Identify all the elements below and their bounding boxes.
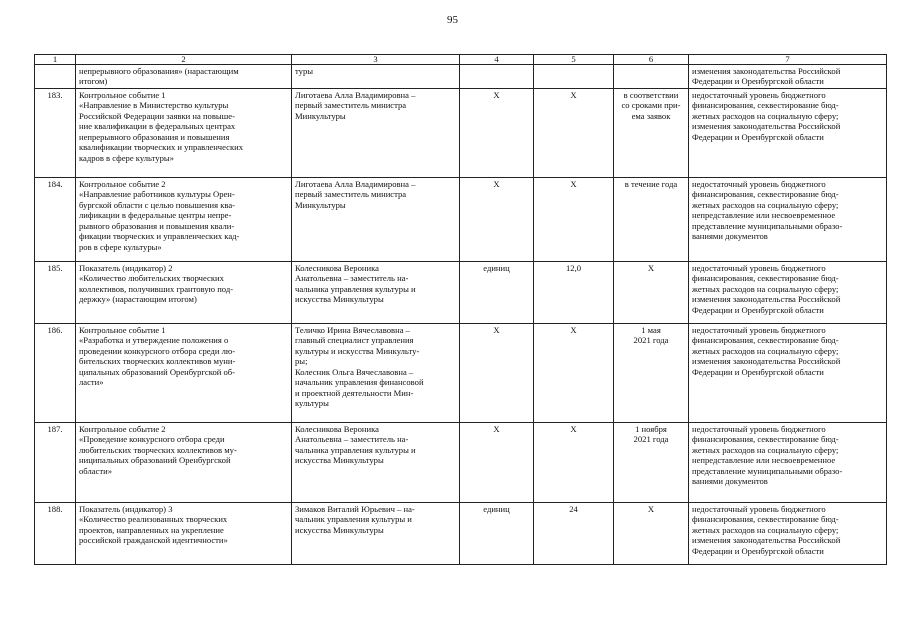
table-row — [35, 323, 887, 422]
row-unit: X — [460, 177, 534, 261]
col-header-7: 7 — [689, 55, 887, 65]
row-number: 186. — [35, 323, 76, 422]
row-description: Показатель (индикатор) 3 «Количество реализованных творческих проектов, направленных на укрепление российской гражданской идентичности» — [76, 502, 292, 564]
col-header-5: 5 — [534, 55, 614, 65]
row-risks: изменения законодательства Российской Федерации и Оренбургской области — [689, 65, 887, 89]
col-header-3: 3 — [292, 55, 460, 65]
page-number: 95 — [447, 14, 458, 26]
row-risks: недостаточный уровень бюджетного финансирования, секвестирование бюд- жетных расходов на социальную сферу; изменения законодательства Российской Федерации и Оренбургской области — [689, 323, 887, 422]
row-description: Показатель (индикатор) 2 «Количество любительских творческих коллективов, получивших грантовую под- держку» (нарастающим итогом) — [76, 261, 292, 323]
row-unit: единиц — [460, 502, 534, 564]
row-description: Контрольное событие 1 «Разработка и утверждение положения о проведении конкурсного отбора среди лю- бительских творческих коллективов муни- ципальных образований Оренбургской об- ласти» — [76, 323, 292, 422]
row-number: 185. — [35, 261, 76, 323]
table-row — [35, 422, 887, 502]
row-number — [35, 65, 76, 89]
row-value: X — [534, 177, 614, 261]
row-risks: недостаточный уровень бюджетного финансирования, секвестирование бюд- жетных расходов на социальную сферу; изменения законодательства Российской Федерации и Оренбургской области — [689, 502, 887, 564]
row-deadline: 1 мая 2021 года — [614, 323, 689, 422]
row-risks: недостаточный уровень бюджетного финансирования, секвестирование бюд- жетных расходов на социальную сферу; непредставление или несвоевременное представление муниципальными образо- ваниями документов — [689, 422, 887, 502]
row-value: 24 — [534, 502, 614, 564]
row-responsible: Лиготаева Алла Владимировна – первый заместитель министра Минкультуры — [292, 88, 460, 177]
row-deadline: X — [614, 502, 689, 564]
row-description: непрерывного образования» (нарастающим итогом) — [76, 65, 292, 89]
table-row — [35, 65, 887, 89]
row-responsible: Зимаков Виталий Юрьевич – на- чальник управления культуры и искусства Минкультуры — [292, 502, 460, 564]
col-header-6: 6 — [614, 55, 689, 65]
row-unit: X — [460, 88, 534, 177]
col-header-2: 2 — [76, 55, 292, 65]
table-row — [35, 177, 887, 261]
row-deadline — [614, 65, 689, 89]
row-value — [534, 65, 614, 89]
row-unit — [460, 65, 534, 89]
plan-table — [34, 54, 887, 565]
row-value: X — [534, 88, 614, 177]
row-unit: X — [460, 323, 534, 422]
row-deadline: X — [614, 261, 689, 323]
row-value: 12,0 — [534, 261, 614, 323]
table-row — [35, 261, 887, 323]
table-row — [35, 502, 887, 564]
row-responsible: туры — [292, 65, 460, 89]
header-row — [35, 55, 887, 65]
table-row — [35, 88, 887, 177]
row-number: 184. — [35, 177, 76, 261]
row-unit: единиц — [460, 261, 534, 323]
col-header-1: 1 — [35, 55, 76, 65]
row-description: Контрольное событие 2 «Направление работников культуры Орен- бургской области с целью повышения ква- лификации в федеральные центры непре- рывного образования и повышения квали- фикации творческих и управленческих кад- ров в сфере культуры» — [76, 177, 292, 261]
row-responsible: Лиготаева Алла Владимировна – первый заместитель министра Минкультуры — [292, 177, 460, 261]
row-responsible: Теличко Ирина Вячеславовна – главный специалист управления культуры и искусства Минкульту- ры; Колесник Ольга Вячеславовна – начальник управления финансовой и проектной деятельности Мин- культуры — [292, 323, 460, 422]
row-deadline: в течение года — [614, 177, 689, 261]
row-risks: недостаточный уровень бюджетного финансирования, секвестирование бюд- жетных расходов на социальную сферу; изменения законодательства Российской Федерации и Оренбургской области — [689, 88, 887, 177]
row-number: 187. — [35, 422, 76, 502]
row-value: X — [534, 422, 614, 502]
row-description: Контрольное событие 1 «Направление в Министерство культуры Российской Федерации заявки на повыше- ние квалификации в федеральных центрах непрерывного образования и повышения квалификации творческих и управленческих кадров в сфере культуры» — [76, 88, 292, 177]
row-number: 188. — [35, 502, 76, 564]
row-responsible: Колесникова Вероника Анатольевна – заместитель на- чальника управления культуры и искусства Минкультуры — [292, 261, 460, 323]
row-risks: недостаточный уровень бюджетного финансирования, секвестирование бюд- жетных расходов на социальную сферу; изменения законодательства Российской Федерации и Оренбургской области — [689, 261, 887, 323]
row-number: 183. — [35, 88, 76, 177]
row-unit: X — [460, 422, 534, 502]
col-header-4: 4 — [460, 55, 534, 65]
row-description: Контрольное событие 2 «Проведение конкурсного отбора среди любительских творческих коллективов му- ниципальных образований Оренбургской области» — [76, 422, 292, 502]
row-responsible: Колесникова Вероника Анатольевна – заместитель на- чальника управления культуры и искусства Минкультуры — [292, 422, 460, 502]
row-risks: недостаточный уровень бюджетного финансирования, секвестирование бюд- жетных расходов на социальную сферу; непредставление или несвоевременное представление муниципальными образо- ваниями документов — [689, 177, 887, 261]
row-value: X — [534, 323, 614, 422]
row-deadline: в соответствии со сроками при- ема заявок — [614, 88, 689, 177]
row-deadline: 1 ноября 2021 года — [614, 422, 689, 502]
